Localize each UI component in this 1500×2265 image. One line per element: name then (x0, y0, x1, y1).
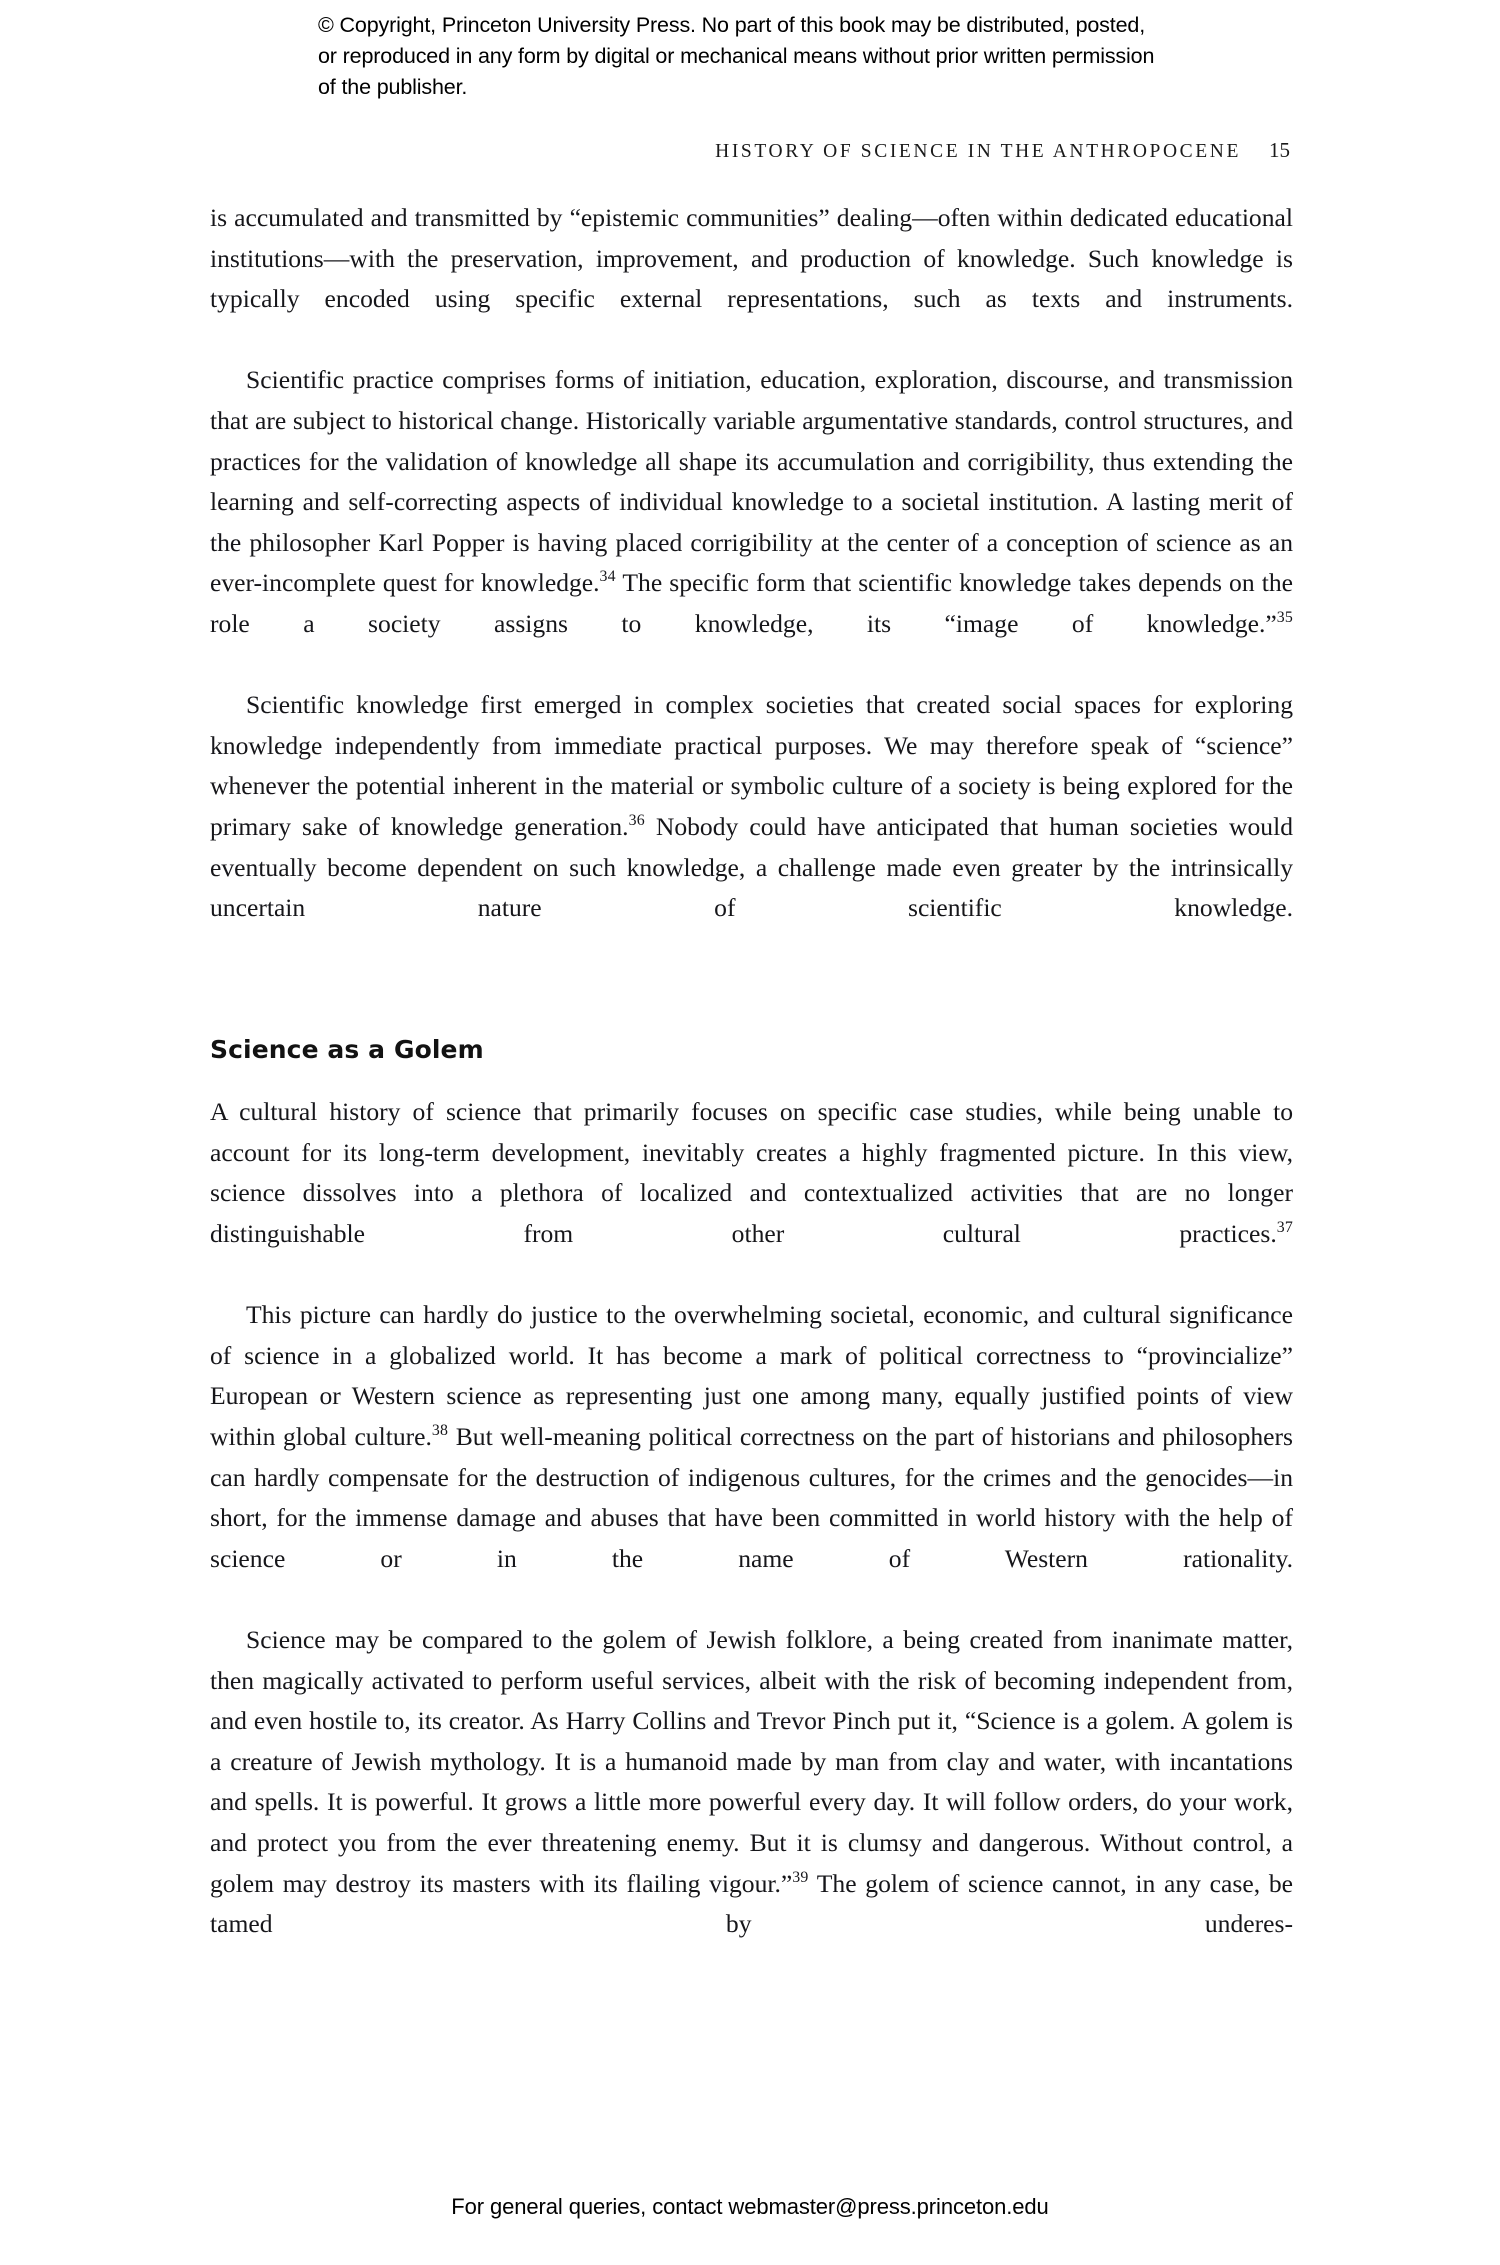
running-head-title: HISTORY OF SCIENCE IN THE ANTHROPOCENE (715, 141, 1241, 162)
par-social-spaces: Scientific knowledge first emerged in complex societies that created social spaces for exploring knowledge independently from immediate practical purposes. We may therefore speak of “science” whenever the potential inherent in the material or symbolic culture of a society is being explored for the primary sake of knowledge generation.$^{36}$ Nobody could have anticipated that human societies would eventually become dependent on such knowledge, a challenge made even greater by the intrinsically uncertain nature of scientific knowledge. (210, 690, 1293, 923)
par-scientific-practice: Scientific practice comprises forms of initiation, education, exploration, discourse, and transmission that are subject to historical change. Historically variable argumentative standards, control structures, and practices for the validation of knowledge all shape its accumulation and corrigibility, thus extending the learning and self-correcting aspects of individual knowledge to a societal institution. A lasting merit of the philosopher Karl Popper is having placed corrigibility at the center of a conception of science as an ever-incomplete quest for knowledge.$^{34}$ The specific form that scientific knowledge takes depends on the role a society assigns to knowledge, its “image of knowledge.”$^{35}$ (210, 365, 1293, 638)
footer-contact-line: For general queries, contact webmaster@press.princeton.edu (451, 2194, 1049, 2219)
heading-spacer-above (210, 969, 1293, 1035)
footnote-reference-36[interactable]: 36 (628, 812, 645, 830)
body-paragraph-group (210, 198, 1293, 969)
par-epistemic-communities: is accumulated and transmitted by “epistemic communities” dealing—often within dedicated educational institutions—with the preservation, improvement, and production of knowledge. Such knowledge is typically encoded using specific external representations, such as texts and instruments. (210, 203, 1293, 314)
par-golem: Science may be compared to the golem of Jewish folklore, a being created from inanimate matter, then magically activated to perform useful services, albeit with the risk of becoming independent from, and even hostile to, its creator. As Harry Collins and Trevor Pinch put it, “Science is a golem. A golem is a creature of Jewish mythology. It is a humanoid made by man from clay and water, with incantations and spells. It is powerful. It grows a little more powerful every day. It will follow orders, do your work, and protect you from the ever threatening enemy. But it is clumsy and dangerous. Without control, a golem may destroy its masters with its flailing vigour.”$^{39}$ The golem of science cannot, in any case, be tamed by underes- (210, 1625, 1293, 1939)
par-cultural-history: A cultural history of science that primarily focuses on specific case studies, while being unable to account for its long-term development, inevitably creates a highly fragmented picture. In this view, science dissolves into a plethora of localized and contextualized activities that are no longer distinguishable from other cultural practices.$^{37}$ (210, 1097, 1293, 1249)
footnote-reference-37[interactable]: 37 (1276, 1219, 1293, 1237)
footnote-reference-39[interactable]: 39 (792, 1868, 809, 1886)
main-text-column (210, 198, 1293, 1985)
section-paragraph-group (210, 1092, 1293, 1985)
footnote-reference-34[interactable]: 34 (599, 568, 616, 586)
copyright-notice: © Copyright, Princeton University Press. No part of this book may be distributed, posted, or reproduced in any form by digital or mechanical means without prior written permission of the publisher. (318, 13, 1155, 99)
page-number: 15 (1269, 138, 1290, 162)
running-head (210, 138, 1290, 164)
heading-spacer-below (210, 1064, 1293, 1092)
section-heading: Science as a Golem (210, 1035, 484, 1065)
par-this-picture: This picture can hardly do justice to the overwhelming societal, economic, and cultural significance of science in a globalized world. It has become a mark of political correctness to “provincialize” European or Western science as representing just one among many, equally justified points of view within global culture.$^{38}$ But well-meaning political correctness on the part of historians and philosophers can hardly compensate for the destruction of indigenous cultures, for the crimes and the genocides—in short, for the immense damage and abuses that have been committed in world history with the help of science or in the name of Western rationality. (210, 1300, 1294, 1573)
footnote-reference-38[interactable]: 38 (431, 1422, 449, 1440)
footnote-reference-35[interactable]: 35 (1276, 609, 1293, 627)
